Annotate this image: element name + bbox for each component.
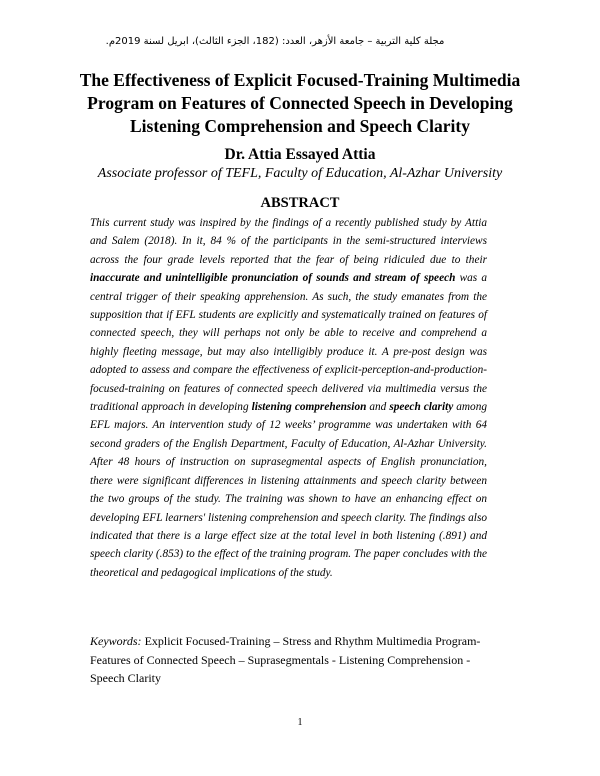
abstract-heading: ABSTRACT [260,195,340,211]
abstract-emphasis: speech clarity [389,401,454,414]
abstract-emphasis: inaccurate and unintelligible pronunciation of sounds and stream of speech [90,272,456,285]
keywords [90,632,490,688]
abstract-text: among EFL majors. An intervention study of 12 weeks’ programme was undertaken with 64 second graders of the English Department, Faculty of Education, Al-Azhar University. After 48 hours of instruction on suprasegmental aspects of English pronunciation, there were significant differences in listening attainments and speech clarity between the two groups of the study. The training was shown to have an enhancing effect on developing EFL learners' listening comprehension and speech clarity. The findings also indicated that there is a large effect size at the total level in both listening (.891) and speech clarity (.853) to the effect of the training program. The paper concludes with the theoretical and pedagogical implications of the study. [90,401,488,579]
paper-title: The Effectiveness of Explicit Focused-Training Multimedia Program on Features of Connected Speech in Developing Listening Comprehension and Speech Clarity [79,70,521,136]
abstract-emphasis: listening comprehension [251,401,367,414]
keywords-label: Keywords: [90,634,142,648]
author-affiliation: Associate professor of TEFL, Faculty of Education, Al-Azhar University [97,166,503,181]
running-header: مجلة كلية التربية – جامعة الأزهر، العدد: (182، الجزء الثالث)، ابريل لسنة 2019م. [105,36,445,47]
author-name: Dr. Attia Essayed Attia [224,146,376,163]
abstract-text: was a central trigger of their speaking apprehension. As such, the study emanates from the supposition that if EFL students are explicitly and systematically trained on features of connected speech, they will perhaps not only be able to receive and comprehend a highly fleeting message, but may also intelligibly produce it. A pre-post design was adopted to assess and compare the effectiveness of explicit-perception-and-production-focused-training on features of connected speech delivered via multimedia versus the traditional approach in developing [90,272,488,414]
abstract-text: and [366,401,390,414]
page-number: 1 [297,717,303,728]
keywords-list: Explicit Focused-Training – Stress and Rhythm Multimedia Program- Features of Connected Speech – Suprasegmentals - Listening Comprehension - Speech Clarity [90,634,481,685]
abstract-text: This current study was inspired by the findings of a recently published study by Attia and Salem (2018). In it, 84 % of the participants in the semi-structured interviews across the four grade levels reported that the fear of being ridiculed due to their [90,217,487,266]
abstract-body [90,214,487,582]
